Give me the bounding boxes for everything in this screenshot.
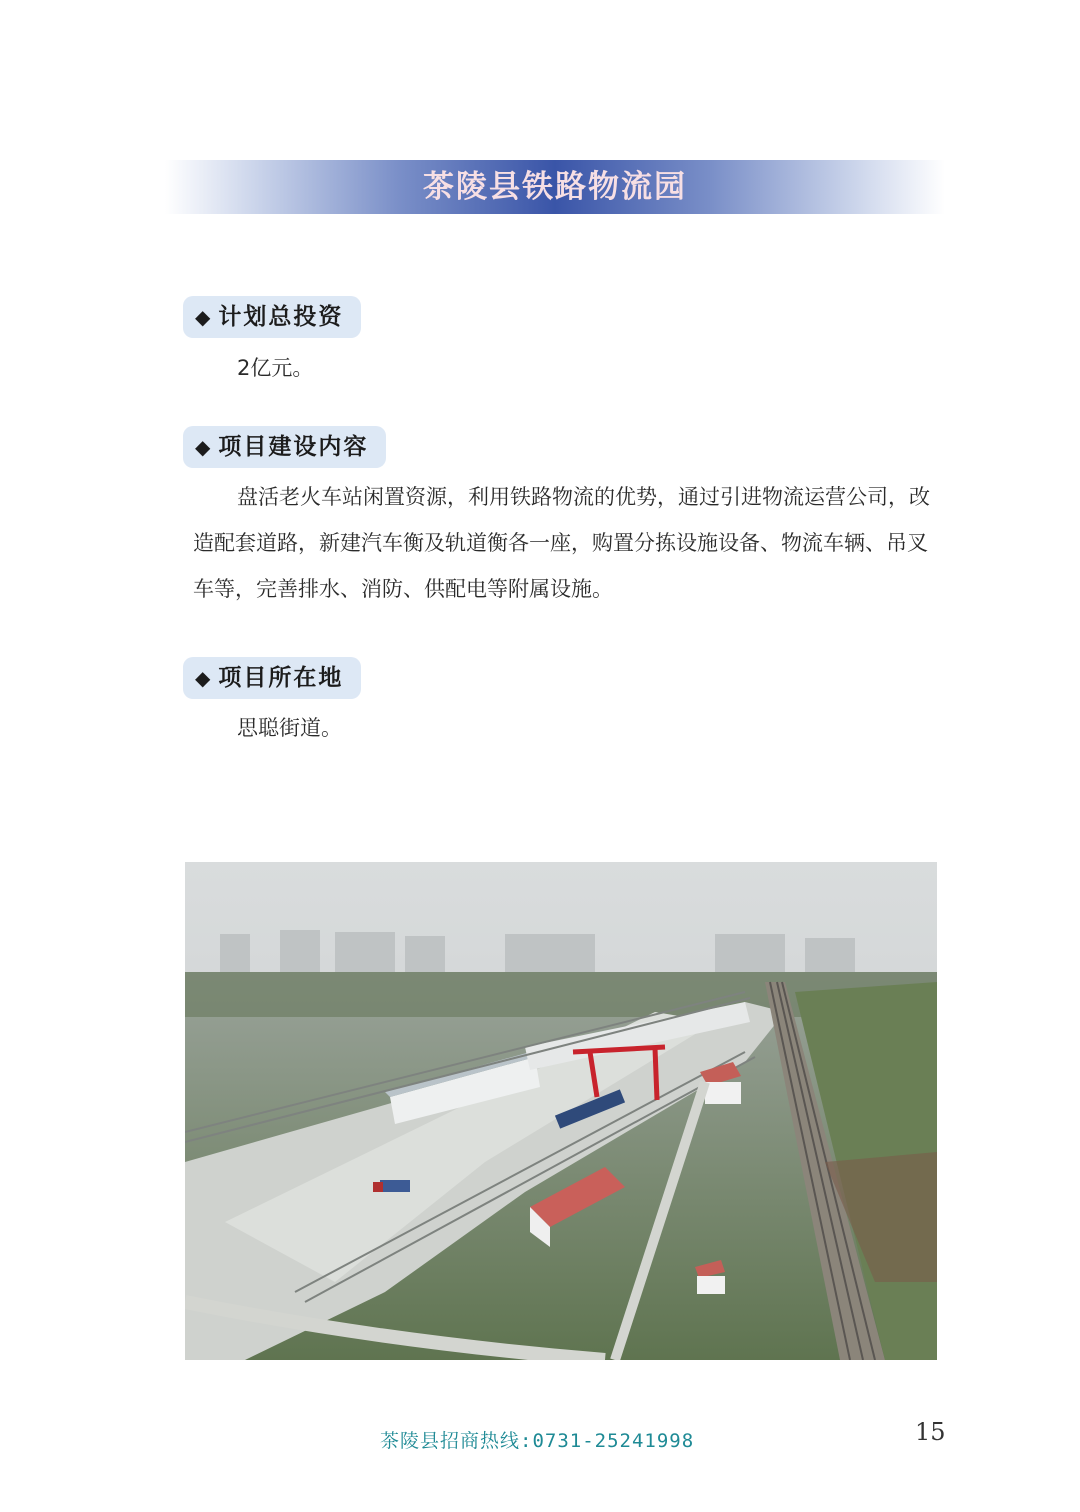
diamond-icon: ◆ — [195, 305, 213, 329]
investment-text: 2亿元。 — [237, 356, 314, 380]
section-heading-content — [183, 426, 386, 468]
page-number: 15 — [915, 1418, 946, 1446]
investment-hotline: 茶陵县招商热线:0731-25241998 — [380, 1430, 695, 1452]
section-heading-label: 项目建设内容 — [218, 434, 369, 460]
section-heading-label: 项目所在地 — [218, 665, 344, 691]
location-text: 思聪街道。 — [237, 716, 342, 740]
section-heading-label: 计划总投资 — [218, 304, 344, 330]
content-text: 盘活老火车站闲置资源，利用铁路物流的优势，通过引进物流运营公司，改造配套道路，新建汽车衡及轨道衡各一座，购置分拣设施设备、物流车辆、吊叉车等，完善排水、消防、供配电等附属设施。 — [193, 485, 930, 601]
diamond-icon: ◆ — [195, 435, 213, 459]
page-title: 茶陵县铁路物流园 — [423, 169, 687, 205]
section-heading-investment — [183, 296, 361, 338]
aerial-photo-railway-logistics-park — [185, 862, 937, 1360]
diamond-icon: ◆ — [195, 666, 213, 690]
section-heading-location — [183, 657, 361, 699]
title-banner — [165, 160, 945, 214]
